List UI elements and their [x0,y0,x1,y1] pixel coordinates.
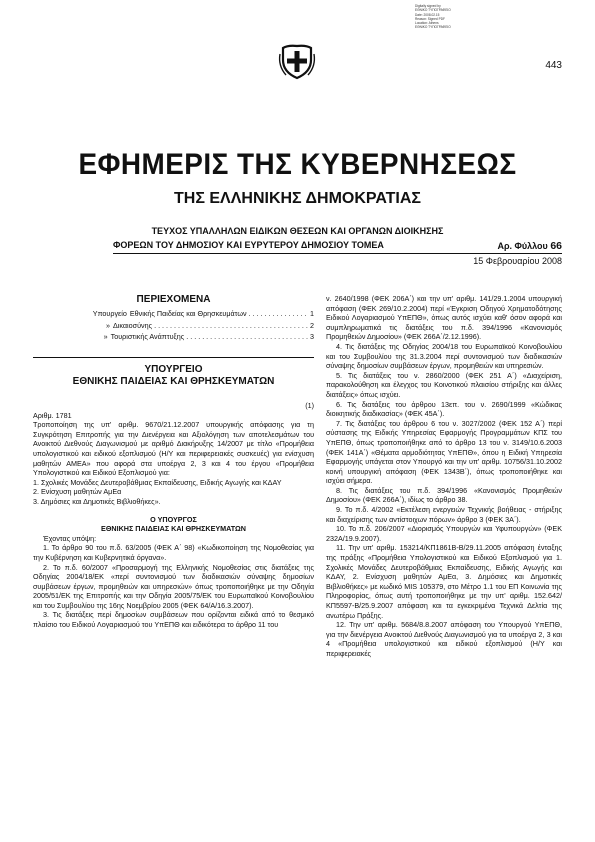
signature-line: ΕΘΝΙΚΟ ΤΥΠΟΓΡΑΦΕΙΟ [415,25,451,30]
contents-section [33,294,314,343]
left-column-text [33,401,314,630]
legal-basis-item: 11. Την υπ' αριθμ. 153214/ΚΠ1861Β-Β/29.11.2005 απόφαση ένταξης της πράξης «Προμήθεια Υπολογιστικού και Ειδικού Εξοπλισμού για 1. Σχολικές Μονάδες Δευτεροβάθμιας Εκπαίδευσης, Ειδικής Αγωγής και ΚΔΑΥ, 2. Ενίσχυση μαθητών ΑμΕα, 3. Δημόσιες και Δημοτικές Βιβλιοθήκες» με κωδικό MIS 105379, στο Μέτρο 1.1 του ΕΠ Κοινωνία της Πληροφορίας, όπως αυτή τροποποιήθηκε με την υπ' αριθμ. 152.642/ΚΠ5597-Β/25.9.2007 απόφαση και τα εγκεκριμένα Τεχνικά Δελτία της ανωτέρω Πράξης. [326,543,562,620]
gazette-title: ΕΦΗΜΕΡΙΣ ΤΗΣ ΚΥΒΕΡΝΗΣΕΩΣ [78,148,517,181]
right-column-text [326,294,562,659]
subject-item: 2. Ενίσχυση μαθητών ΑμΕα [33,487,122,497]
legal-basis-item: 5. Τις διατάξεις του ν. 2860/2000 (ΦΕΚ 251 Α΄) «Διαχείριση, παρακολούθηση και έλεγχος του Κοινοτικού πλαισίου στήριξης και άλλες διατάξεις» όπως ισχύει. [326,370,562,399]
signature-line: Location: Athens [415,21,439,26]
legal-basis-item: 3. Τις διατάξεις περί δημοσίων συμβάσεων που ορίζονται ειδικά από το θεσμικό πλαίσιο του Ειδικού Λογαριασμού του ΥπΕΠΘ και ειδικότερα το άρθρο 11 του [33,610,314,630]
sheet-value: 66 [550,240,562,252]
legal-basis-item: 10. Το π.δ. 206/2007 «Διορισμός Υπουργών και Υφυπουργών» (ΦΕΚ 232Α/19.9.2007). [326,524,562,543]
decision-number: (1) [305,401,314,410]
signature-line: Digitally signed by [415,4,441,8]
subject-item: 1. Σχολικές Μονάδες Δευτεροβάθμιας Εκπαίδευσης, Ειδικής Αγωγής και ΚΔΑΥ [33,477,282,487]
contents-page: 3 [310,332,314,341]
contents-text: Εθνικής Παιδείας και Θρησκευμάτων . . . . . . . . . . . . . . . [129,309,307,318]
minister-heading-1: Ο ΥΠΟΥΡΓΟΣ [150,514,197,524]
contents-rule [33,357,314,358]
signature-line: Reason: Signed PDF [415,16,445,21]
considering-label: Έχοντας υπόψη: [43,533,97,543]
contents-page: 2 [310,320,314,330]
reference-number: Αριθμ. 1781 [33,410,72,420]
contents-page: 1 [310,309,314,318]
digital-signature-block [415,4,477,30]
ministry-heading [33,364,314,388]
legal-basis-item: 2. Το π.δ. 60/2007 «Προσαρμογή της Ελληνικής Νομοθεσίας στις διατάξεις της Οδηγίας 2004/18/ΕΚ «περί συντονισμού των διαδικασιών σύναψης δημοσίων συμβάσεων έργων, προμηθειών και υπηρεσιών» όπως τροποποιήθηκε με την Οδηγία 2005/51/ΕΚ της Επιτροπής και την Οδηγία 2005/75/ΕΚ του Ευρωπαϊκού Κοινοβουλίου και του Συμβουλίου της 16ης Νοεμβρίου 2005 (ΦΕΚ 64/Α/16.3.2007). [33,562,314,610]
ministry-heading-1: ΥΠΟΥΡΓΕΙΟ [144,364,203,375]
signature-line: Date: 2008.02.15 [415,12,440,17]
signature-line: ΕΘΝΙΚΟ ΤΥΠΟΓΡΑΦΕΙΟ [415,8,451,13]
contents-key: Υπουργείο [92,309,127,318]
minister-heading-2: ΕΘΝΙΚΗΣ ΠΑΙΔΕΙΑΣ ΚΑΙ ΘΡΗΣΚΕΥΜΑΤΩΝ [101,524,246,534]
subject-item: 3. Δημόσιες και Δημοτικές Βιβλιοθήκες». [33,496,161,506]
contents-heading: ΠΕΡΙΕΧΟΜΕΝΑ [136,294,211,305]
page-number: 443 [545,60,562,71]
gazette-subtitle: ΤΗΣ ΕΛΛΗΝΙΚΗΣ ΔΗΜΟΚΡΑΤΙΑΣ [174,190,421,207]
legal-basis-item: 7. Τις διατάξεις του άρθρου 6 του ν. 3027/2002 (ΦΕΚ 152 Α΄) περί σύστασης της Ειδικής Υπηρεσίας Εφαρμογής Προγραμμάτων ΚΠΣ του ΥπΕΠΘ, όπως τροποποιήθηκε από το άρθρο 13 του ν. 3149/10.6.2003 (ΦΕΚ 141Α΄) «Θέματα αρμοδιότητας ΥπΕΠΘ», όπου η Ειδική Υπηρεσία Εφαρμογής υπάγεται στον Υπουργό και την υπ' αριθμ. 10756/31.10.2002 κοινή υπουργική απόφαση (ΦΕΚ 1343Β΄), όπως τροποποιήθηκε και ισχύει σήμερα. [326,418,562,486]
ministry-heading-2: ΕΘΝΙΚΗΣ ΠΑΙΔΕΙΑΣ ΚΑΙ ΘΡΗΣΚΕΥΜΑΤΩΝ [72,376,275,387]
contents-key: » [103,332,108,341]
sheet-number [497,240,562,252]
legal-basis-item: 6. Τις διατάξεις του άρθρου 13επ. του ν. 2690/1999 «Κώδικας διοικητικής διαδικασίας» (ΦΕΚ 45Α΄). [326,399,562,419]
header-rule [113,253,562,254]
sheet-label: Αρ. Φύλλου [497,241,548,251]
contents-row [33,308,314,320]
contents-row [33,331,314,343]
issue-type-line-1: ΤΕΥΧΟΣ ΥΠΑΛΛΗΛΩΝ ΕΙΔΙΚΩΝ ΘΕΣΕΩΝ ΚΑΙ ΟΡΓΑΝΩΝ ΔΙΟΙΚΗΣΗΣ [151,226,444,236]
legal-basis-item: 9. Το π.δ. 4/2002 «Εκτέλεση ενεργειών Τεχνικής βοήθειας - στήριξης και διαχείρισης των αντίστοιχων πόρων» άρθρο 3 (ΦΕΚ 3Α΄). [326,505,562,524]
legal-basis-item: ν. 2640/1998 (ΦΕΚ 206Α΄) και την υπ' αριθμ. 141/29.1.2004 υπουργική απόφαση (ΦΕΚ 269/10.2.2004) περί «Έγκριση Οδηγού Χρηματοδότησης Ειδικού Λογαριασμού ΥπΕΠΘ», όπως αυτός ισχύει καθ' όσον αφορά και συμπληρωματικά τις διατάξεις του π.δ. 394/1996 «Κανονισμός Προμηθειών Δημοσίου» (ΦΕΚ 266Α΄/2.12.1996). [326,294,562,342]
issue-type-line-2: ΦΟΡΕΩΝ ΤΟΥ ΔΗΜΟΣΙΟΥ ΚΑΙ ΕΥΡΥΤΕΡΟΥ ΔΗΜΟΣΙΟΥ ΤΟΜΕΑ [113,240,384,250]
legal-basis-item: 1. Το άρθρο 90 του π.δ. 63/2005 (ΦΕΚ Α΄ 98) «Κωδικοποίηση της Νομοθεσίας για την Κυβέρνηση και Κυβερνητικά όργανα». [33,543,314,562]
legal-basis-item: 12. Την υπ' αριθμ. 5684/8.8.2007 απόφαση του Υπουργού ΥπΕΠΘ, για την διενέργεια Ανοικτού Διεθνούς Διαγωνισμού για τα υποέργα 2, 3 και 4 «Προμήθεια υπολογιστικού και ειδικού εξοπλισμού (Η/Υ και περιφερειακές [326,620,562,658]
issue-date: 15 Φεβρουαρίου 2008 [473,256,562,266]
contents-text: Δικαιοσύνης . . . . . . . . . . . . . . . . . . . . . . . . . . . . . . . . . . . . . . . [113,320,308,330]
contents-text: Τουριστικής Ανάπτυξης . . . . . . . . . . . . . . . . . . . . . . . . . . . . . . . [110,332,309,341]
decision-subject: Τροποποίηση της υπ' αριθμ. 9670/21.12.2007 υπουργικής απόφασης για τη Συγκρότηση Επιτροπής για την Διενέργεια και Αξιολόγηση των αποτελεσμάτων του Ανοικτού Διεθνούς Διαγωνισμού με αριθμό Διακήρυξης 14/2007 με τίτλο «Προμήθεια υπολογιστικού και ειδικού εξοπλισμού (Η/Υ και περιφερειακές συσκευές) για ενίσχυση μαθητών ΑΜΕΑ» που αφορά στα υποέργα 2, 3 και 4 του έργου «Προμήθεια Υπολογιστικού και Ειδικού Εξοπλισμού για: [33,420,314,478]
greek-coat-of-arms-icon [278,44,316,80]
contents-row [33,320,314,332]
legal-basis-item: 4. Τις διατάξεις της Οδηγίας 2004/18 του Ευρωπαϊκού Κοινοβουλίου και του Συμβουλίου της 31.3.2004 περί συντονισμού των διαδικασιών σύναψης δημοσίων συμβάσεων έργων, προμηθειών και υπηρεσιών. [326,341,562,371]
legal-basis-item: 8. Τις διατάξεις του π.δ. 394/1996 «Κανονισμός Προμηθειών Δημοσίου» (ΦΕΚ 266Α΄), ιδίως το άρθρο 38. [326,485,562,505]
contents-key: » [106,320,110,330]
